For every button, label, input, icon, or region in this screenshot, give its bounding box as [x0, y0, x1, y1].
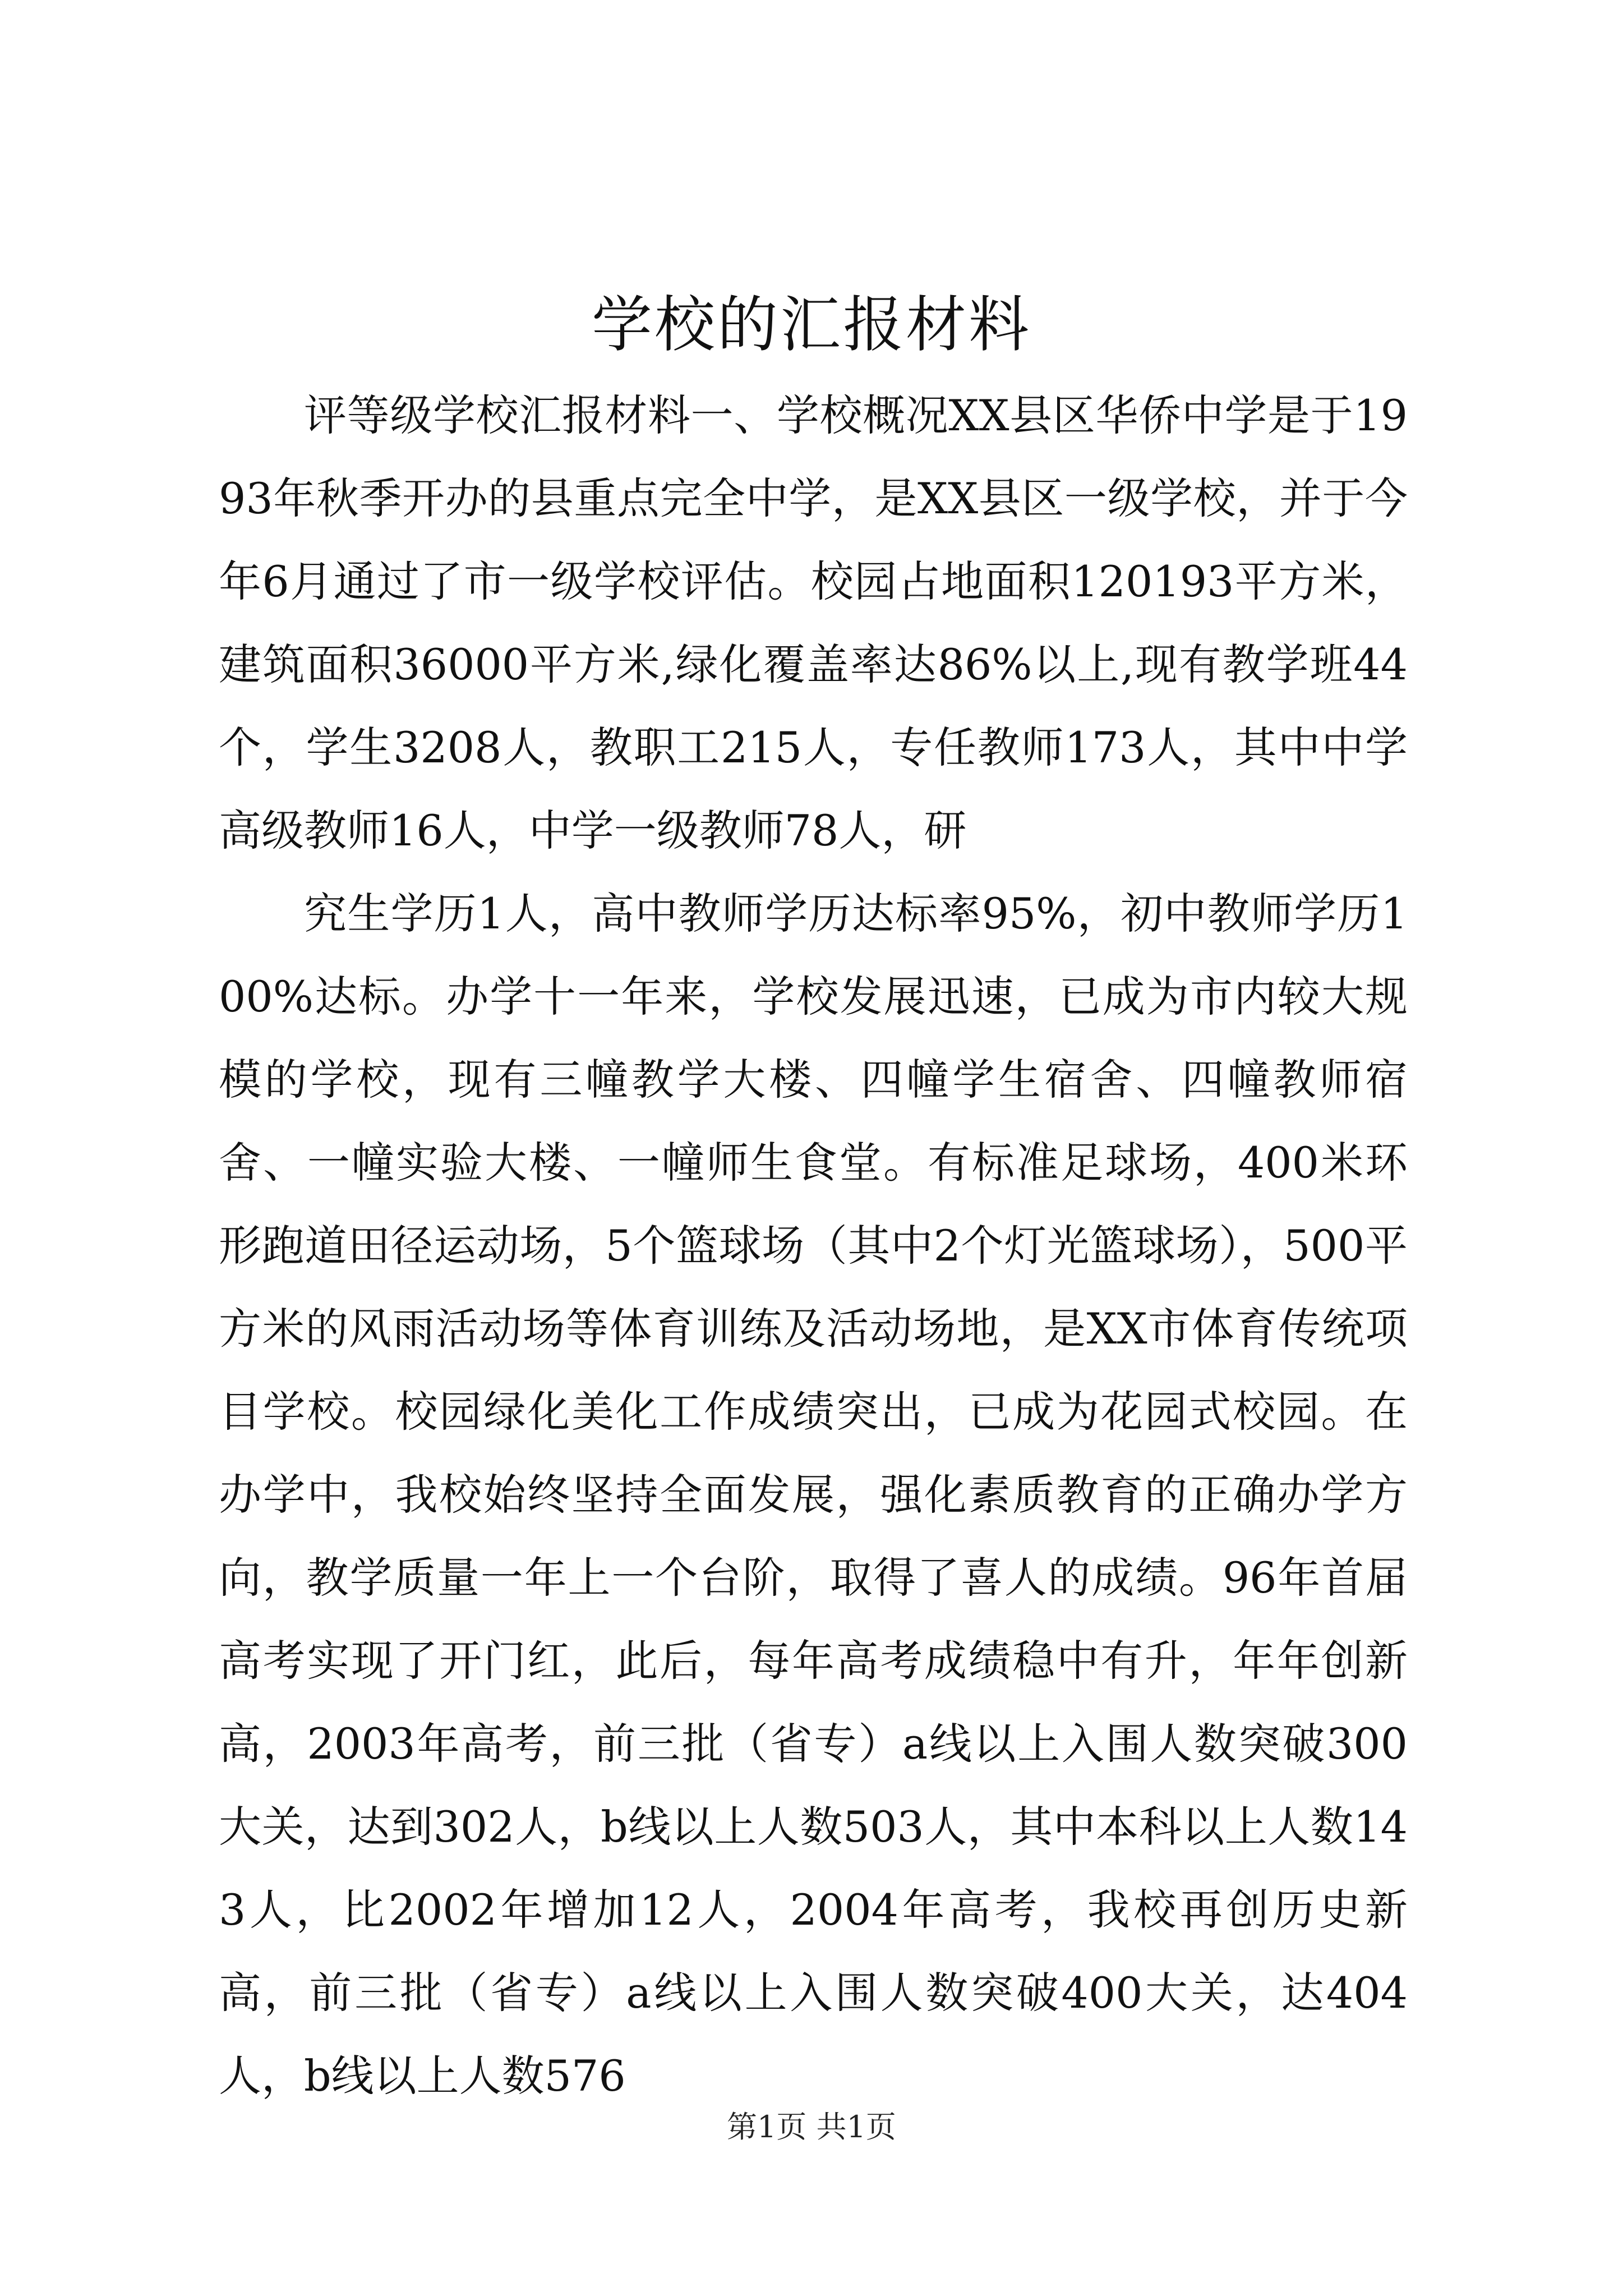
document-title: 学校的汇报材料 [591, 290, 1031, 360]
document-body [219, 374, 1408, 2118]
page-number-footer [0, 2105, 1623, 2150]
body-paragraph-2: 究生学历1人，高中教师学历达标率95%，初中教师学历100%达标。办学十一年来，学校发展迅速，已成为市内较大规模的学校，现有三幢教学大楼、四幢学生宿舍、四幢教师宿舍、一幢实验大楼、一幢师生食堂。有标准足球场，400米环形跑道田径运动场，5个篮球场（其中2个灯光篮球场），500平方米的风雨活动场等体育训练及活动场地，是XX市体育传统项目学校。校园绿化美化工作成绩突出，已成为花园式校园。在办学中，我校始终坚持全面发展，强化素质教育的正确办学方向，教学质量一年上一个台阶，取得了喜人的成绩。96年首届高考实现了开门红，此后，每年高考成绩稳中有升，年年创新高，2003年高考，前三批（省专）a线以上入围人数突破300大关，达到302人，b线以上人数503人，其中本科以上人数143人，比2002年增加12人，2004年高考，我校再创历史新高，前三批（省专）a线以上入围人数突破400大关，达404人，b线以上人数576 [219, 889, 1408, 2101]
body-paragraph-1: 评等级学校汇报材料一、学校概况XX县区华侨中学是于1993年秋季开办的县重点完全中学，是XX县区一级学校，并于今年6月通过了市一级学校评估。校园占地面积120193平方米，建筑面积36000平方米,绿化覆盖率达86%以上,现有教学班44个，学生3208人，教职工215人，专任教师173人，其中中学高级教师16人，中学一级教师78人，研 [219, 390, 1408, 855]
page-number-label: 第1页 共1页 [727, 2109, 896, 2145]
